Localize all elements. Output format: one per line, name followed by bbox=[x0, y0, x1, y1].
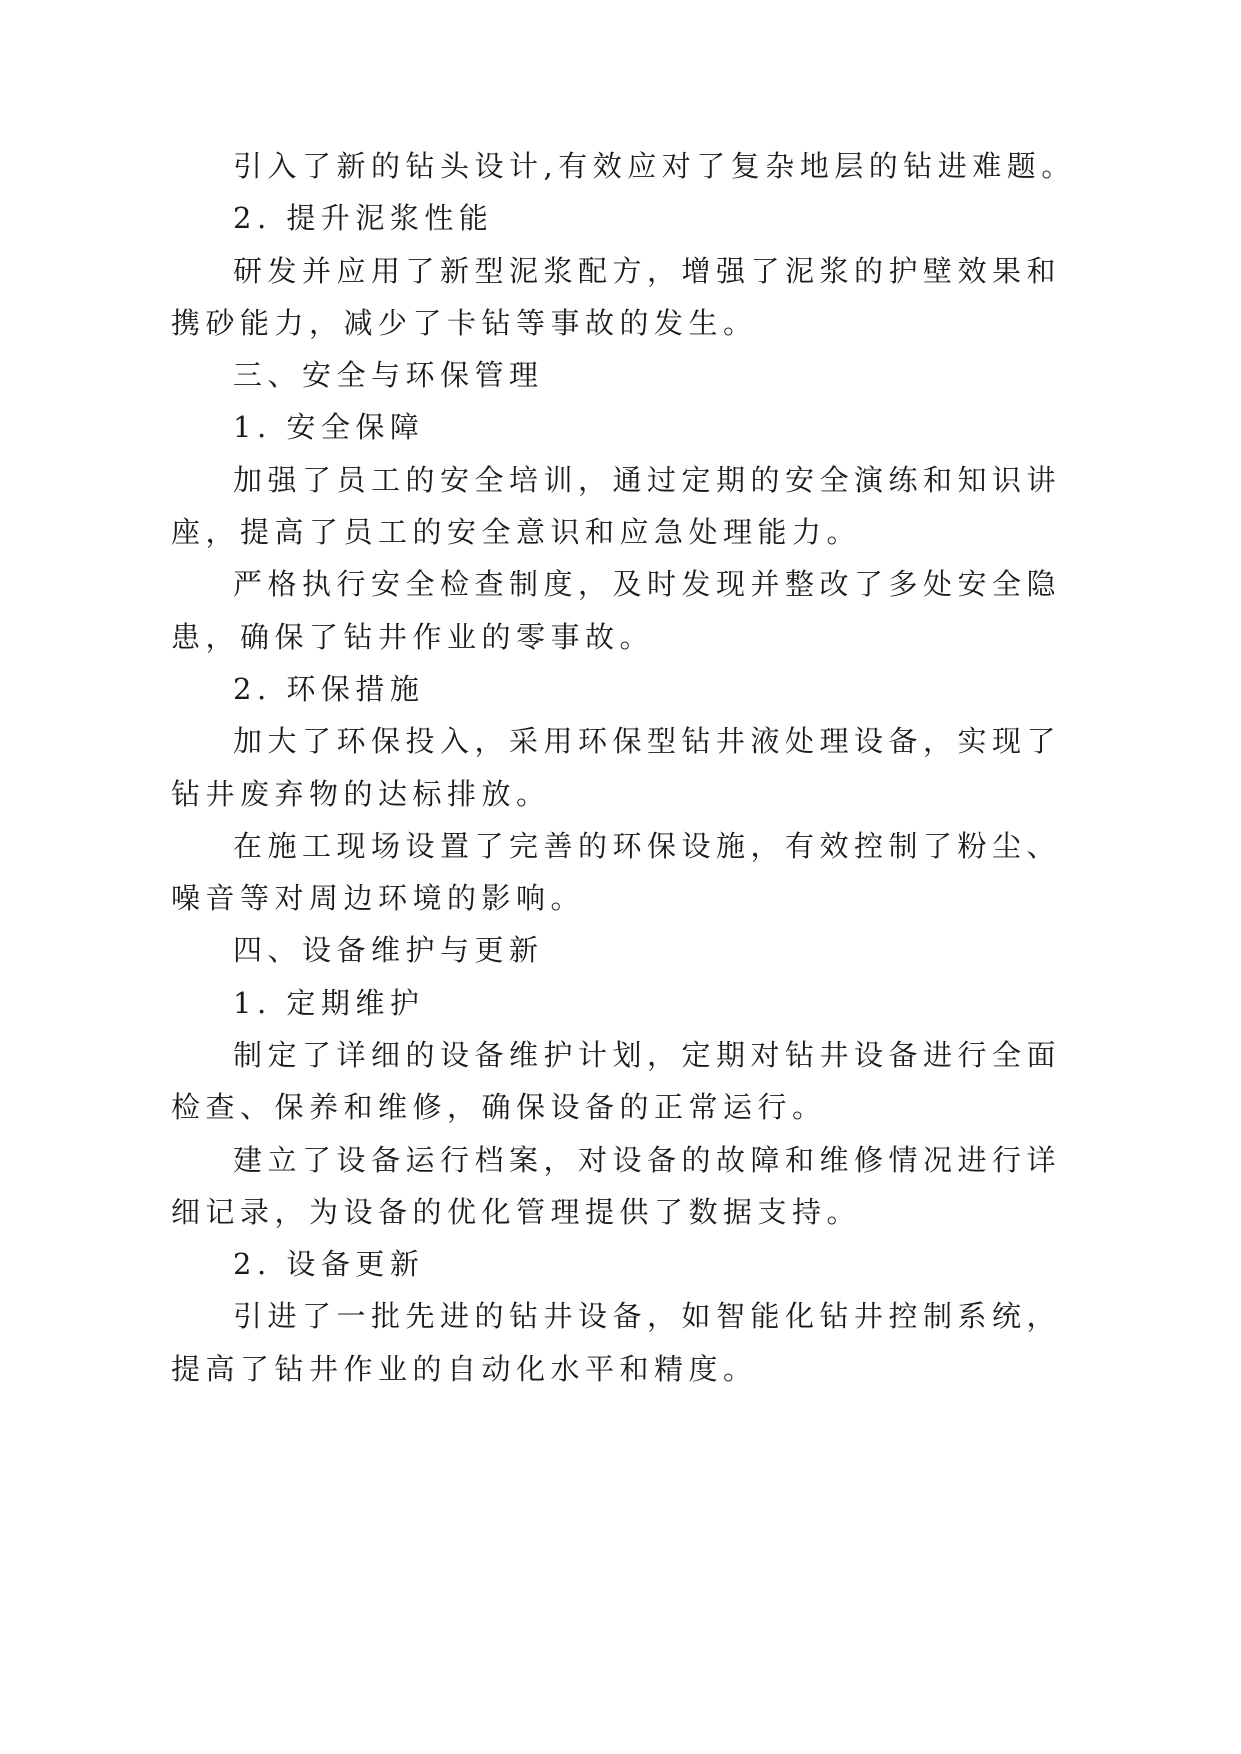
paragraph-line: 建立了设备运行档案，对设备的故障和维修情况进行详 bbox=[233, 1143, 1062, 1177]
paragraph-line: 噪音等对周边环境的影响。 bbox=[171, 881, 586, 915]
section-heading: 三、安全与环保管理 bbox=[233, 358, 544, 392]
paragraph-line: 座，提高了员工的安全意识和应急处理能力。 bbox=[171, 515, 862, 549]
paragraph-line: 携砂能力，减少了卡钻等事故的发生。 bbox=[171, 306, 758, 340]
paragraph-line: 患，确保了钻井作业的零事故。 bbox=[171, 620, 655, 654]
subheading: 1. 定期维护 bbox=[233, 986, 425, 1020]
subheading: 2. 环保措施 bbox=[233, 672, 425, 706]
paragraph-line: 检查、保养和维修，确保设备的正常运行。 bbox=[171, 1090, 827, 1124]
subheading: 2. 设备更新 bbox=[233, 1247, 425, 1281]
paragraph-line: 钻井废弃物的达标排放。 bbox=[171, 777, 551, 811]
paragraph-line: 严格执行安全检查制度，及时发现并整改了多处安全隐 bbox=[233, 567, 1062, 601]
paragraph-line: 在施工现场设置了完善的环保设施，有效控制了粉尘、 bbox=[233, 829, 1062, 863]
paragraph-line: 细记录，为设备的优化管理提供了数据支持。 bbox=[171, 1195, 862, 1229]
paragraph-line: 提高了钻井作业的自动化水平和精度。 bbox=[171, 1352, 758, 1386]
paragraph-line: 引进了一批先进的钻井设备，如智能化钻井控制系统， bbox=[233, 1299, 1062, 1333]
paragraph-line: 加强了员工的安全培训，通过定期的安全演练和知识讲 bbox=[233, 463, 1062, 497]
subheading: 2. 提升泥浆性能 bbox=[233, 201, 494, 235]
paragraph-line: 加大了环保投入，采用环保型钻井液处理设备，实现了 bbox=[233, 724, 1062, 758]
paragraph-line: 研发并应用了新型泥浆配方，增强了泥浆的护壁效果和 bbox=[233, 254, 1062, 288]
paragraph-line: 引入了新的钻头设计,有效应对了复杂地层的钻进难题。 bbox=[233, 149, 1076, 183]
section-heading: 四、设备维护与更新 bbox=[233, 933, 544, 967]
subheading: 1. 安全保障 bbox=[233, 410, 425, 444]
paragraph-line: 制定了详细的设备维护计划，定期对钻井设备进行全面 bbox=[233, 1038, 1062, 1072]
